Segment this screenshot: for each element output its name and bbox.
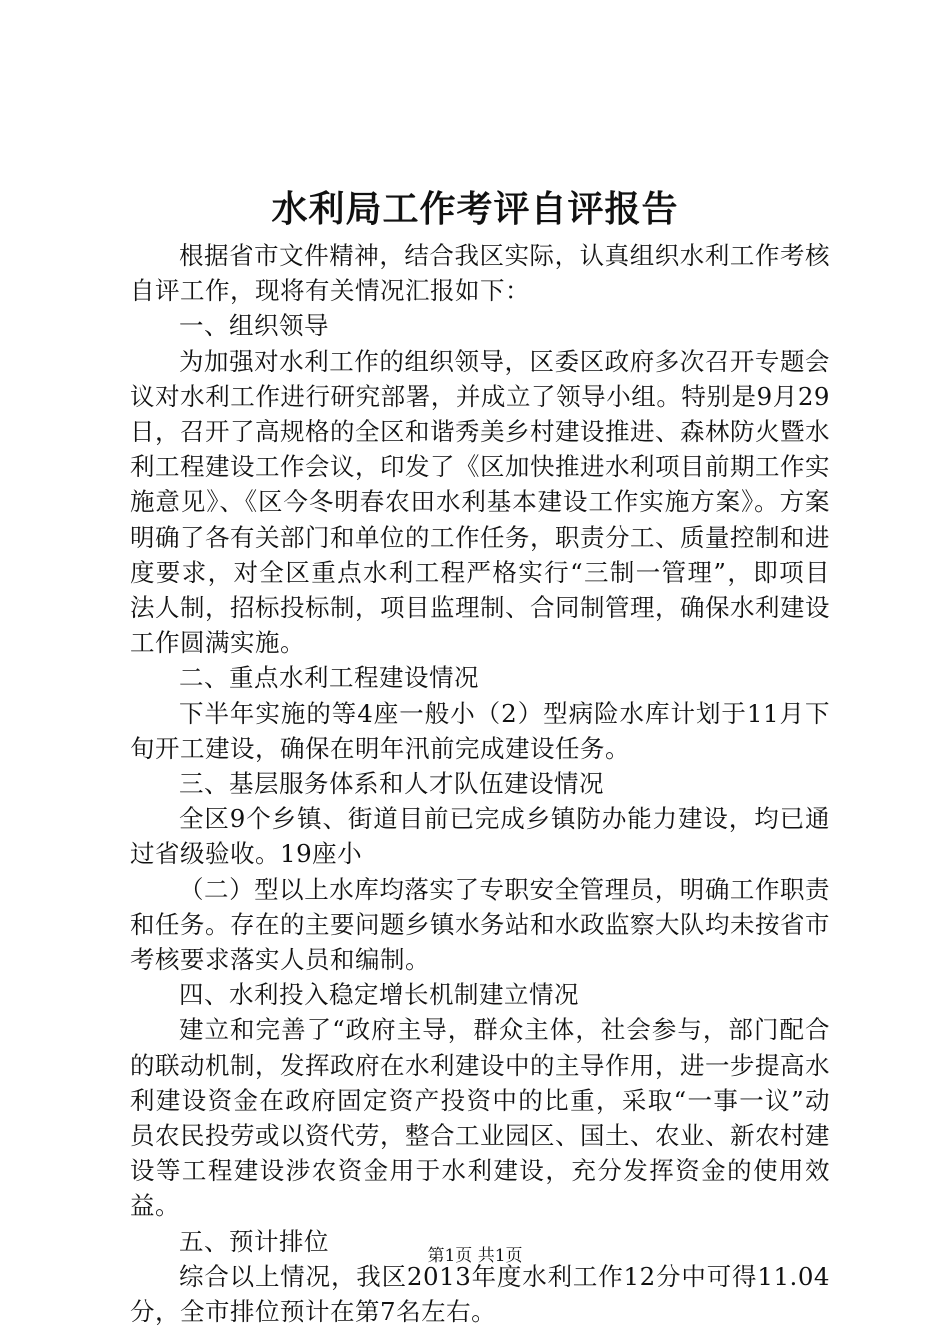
document-body [130, 238, 830, 1329]
section-heading-1: 一、组织领导 [179, 311, 329, 341]
section-paragraph-3a: 全区9个乡镇、街道目前已完成乡镇防办能力建设，均已通过省级验收。19座小 [130, 804, 830, 869]
page-number-footer: 第1页 共1页 [427, 1246, 523, 1266]
section-paragraph-1: 为加强对水利工作的组织领导，区委区政府多次召开专题会议对水利工作进行研究部署，并成立了领导小组。特别是9月29日，召开了高规格的全区和谐秀美乡村建设推进、森林防火暨水利工程建设工作会议，印发了《区加快推进水利项目前期工作实施意见》、《区今冬明春农田水利基本建设工作实施方案》。方案明确了各有关部门和单位的工作任务，职责分工、质量控制和进度要求，对全区重点水利工程严格实行“三制一管理”，即项目法人制，招标投标制，项目监理制、合同制管理，确保水利建设工作圆满实施。 [130, 346, 830, 658]
intro-paragraph: 根据省市文件精神，结合我区实际，认真组织水利工作考核自评工作，现将有关情况汇报如下： [130, 241, 830, 306]
section-paragraph-5: 综合以上情况，我区2013年度水利工作12分中可得11.04分，全市排位预计在第7名左右。 [130, 1261, 830, 1327]
section-heading-3: 三、基层服务体系和人才队伍建设情况 [179, 769, 604, 799]
section-heading-5: 五、预计排位 [179, 1226, 329, 1256]
section-paragraph-4: 建立和完善了“政府主导，群众主体，社会参与，部门配合的联动机制，发挥政府在水利建设中的主导作用，进一步提高水利建设资金在政府固定资产投资中的比重，采取“一事一议”动员农民投劳或以资代劳，整合工业园区、国土、农业、新农村建设等工程建设涉农资金用于水利建设，充分发挥资金的使用效益。 [130, 1015, 830, 1221]
section-heading-4: 四、水利投入稳定增长机制建立情况 [179, 980, 579, 1010]
section-paragraph-3b: （二）型以上水库均落实了专职安全管理员，明确工作职责和任务。存在的主要问题乡镇水务站和水政监察大队均未按省市考核要求落实人员和编制。 [130, 874, 830, 975]
section-heading-2: 二、重点水利工程建设情况 [179, 663, 479, 693]
section-paragraph-2: 下半年实施的等4座一般小（2）型病险水库计划于11月下旬开工建设，确保在明年汛前完成建设任务。 [130, 698, 830, 763]
document-title: 水利局工作考评自评报告 [271, 188, 679, 230]
